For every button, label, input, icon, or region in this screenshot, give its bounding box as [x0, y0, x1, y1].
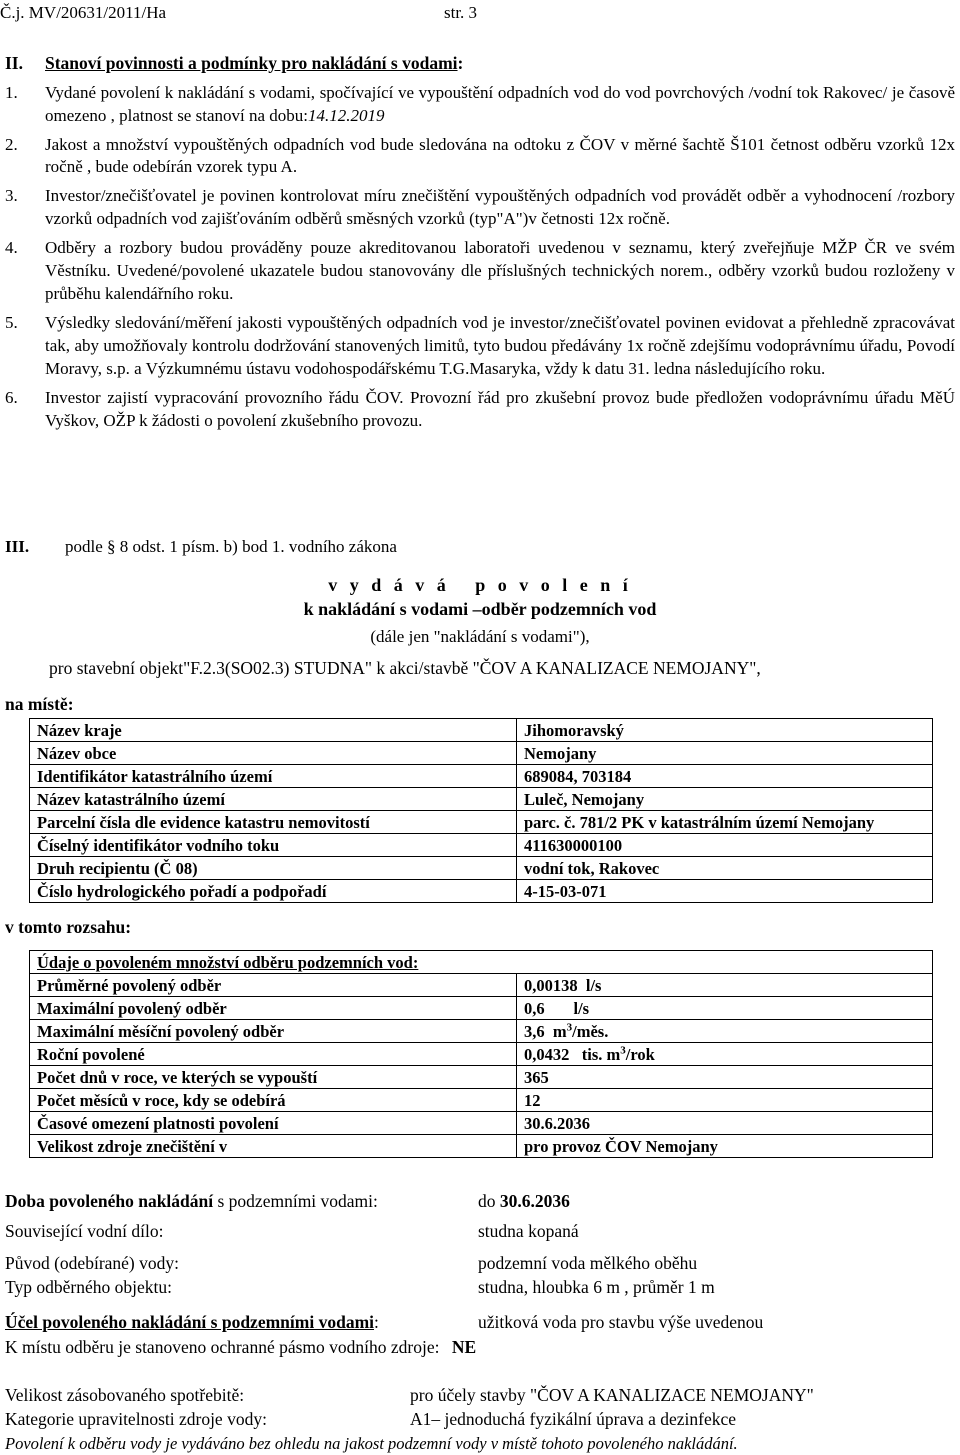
- permit-duration-label: s podzemními vodami:: [213, 1191, 378, 1211]
- consumer-size-value: pro účely stavby "ČOV A KANALIZACE NEMOJANY": [410, 1385, 814, 1405]
- quantity-field-label: Počet měsíců v roce, kdy se odebírá: [30, 1089, 517, 1112]
- condition-number: 3.: [5, 186, 18, 206]
- footer-note: Povolení k odběru vody je vydáváno bez ohledu na jakost podzemní vody v místě tohoto povoleného nakládání.: [5, 1434, 738, 1453]
- condition-text: Jakost a množství vypouštěných odpadních vod bude sledována na odtoku z ČOV v měrné šachtě Š101 četnost odběru vzorků 12x ročně , bude odebírán vzorek typu A.: [45, 134, 955, 177]
- intake-type-row: [5, 1276, 715, 1300]
- consumer-size-label: Velikost zásobovaného spotřebitě:: [5, 1385, 245, 1405]
- location-field-value: 4-15-03-071: [517, 880, 933, 903]
- quantity-field-value: [517, 1066, 933, 1089]
- section-ii-heading: Stanoví povinnosti a podmínky pro nakládání s vodami: [45, 53, 458, 73]
- water-structure-row: [5, 1220, 579, 1244]
- quantity-value-exponent: 3: [620, 1044, 626, 1056]
- condition-item: [5, 312, 955, 381]
- location-table-row: [30, 765, 933, 788]
- permit-duration-date: 30.6.2036: [499, 1191, 570, 1211]
- intake-type-value: studna, hloubka 6 m , průměr 1 m: [478, 1277, 715, 1297]
- location-field-value: 689084, 703184: [517, 765, 933, 788]
- condition-number: 4.: [5, 238, 18, 258]
- section-iii-legal-basis: podle § 8 odst. 1 písm. b) bod 1. vodního zákona: [65, 537, 397, 556]
- location-field-label: Druh recipientu (Č 08): [30, 857, 517, 880]
- location-field-label: Parcelní čísla dle evidence katastru nemovitostí: [30, 811, 517, 834]
- location-field-value: Nemojany: [517, 742, 933, 765]
- condition-text: Investor/znečišťovatel je povinen kontrolovat míru znečištění vypouštěných odpadních vod provádět odběr a vyhodnocení /rozbory vzorků odpadních vod zajišťováním odběrů směsných vzorků (typ"A")v četnosti 12x ročně.: [45, 186, 955, 229]
- condition-date: 14.12.2019: [307, 105, 385, 125]
- quantity-table-header-row: [30, 951, 933, 974]
- quantity-table-row: [30, 1089, 933, 1112]
- quantity-field-value: [517, 1112, 933, 1135]
- quantity-table-row: [30, 1066, 933, 1089]
- consumer-size-row: [5, 1384, 814, 1408]
- quantity-table-header: Údaje o povoleném množství odběru podzemních vod:: [30, 951, 933, 974]
- location-field-value: vodní tok, Rakovec: [517, 857, 933, 880]
- condition-number: 6.: [5, 387, 18, 407]
- quantity-value-exponent: 3: [566, 1021, 573, 1033]
- protection-zone-label: K místu odběru je stanoveno ochranné pásmo vodního zdroje:: [5, 1337, 440, 1357]
- location-table-row: [30, 719, 933, 742]
- condition-text: Výsledky sledování/měření jakosti vypouštěných odpadních vod je investor/znečišťovatel povinen evidovat a přehledně zpracovávat tak, aby umožňovaly kontrolu dodržování stanovených limitů, tyto budou předávány 1x ročně zdejšímu vodoprávnímu úřadu, Povodí Moravy, s.p. a Výzkumnému ústavu vodohospodářskému T.G.Masaryka, vždy k datu 31. ledna následujícího roku.: [45, 313, 955, 378]
- section-iii-line: [5, 536, 955, 559]
- condition-text: Investor zajistí vypracování provozního řádu ČOV. Provozní řád pro zkušební provoz bude předložen vodoprávnímu úřadu MěÚ Vyškov, OŽP k žádosti o povolení zkušebního provozu.: [45, 387, 955, 430]
- quantity-value-main: 12: [524, 1090, 541, 1110]
- condition-number: 5.: [5, 313, 18, 333]
- section-ii-colon: :: [457, 53, 464, 73]
- conditions-list: [5, 82, 955, 433]
- quantity-value-main: 3,6 m: [524, 1021, 567, 1041]
- quantity-field-value: [517, 1020, 933, 1043]
- location-table-row: [30, 834, 933, 857]
- quantity-field-label: Průměrné povolený odběr: [30, 974, 517, 997]
- permit-duration-label-bold: Doba povoleného nakládání: [5, 1191, 214, 1211]
- construction-object: pro stavební objekt"F.2.3(SO02.3) STUDNA" k akci/stavbě "ČOV A KANALIZACE NEMOJANY",: [49, 658, 761, 678]
- quantity-value-main: 0,0432 tis. m: [524, 1044, 621, 1064]
- location-table-row: [30, 742, 933, 765]
- quantity-table-row: [30, 1112, 933, 1135]
- protection-zone-row: [5, 1336, 476, 1360]
- condition-item: [5, 237, 955, 306]
- condition-number: 2.: [5, 134, 18, 154]
- quantity-table: [29, 950, 933, 1158]
- purpose-row: [5, 1311, 764, 1335]
- quantity-field-value: [517, 974, 933, 997]
- condition-item: [5, 185, 955, 231]
- section-ii-title: [5, 52, 955, 76]
- location-table-row: [30, 880, 933, 903]
- treatability-row: [5, 1408, 737, 1432]
- location-field-label: Název katastrálního území: [30, 788, 517, 811]
- location-field-label: Číselný identifikátor vodního toku: [30, 834, 517, 857]
- quantity-table-row: [30, 1135, 933, 1158]
- quantity-value-main: 365: [524, 1067, 549, 1087]
- permit-duration-prefix: do: [478, 1191, 500, 1211]
- location-field-label: Název obce: [30, 742, 517, 765]
- section-ii-numeral: II.: [5, 53, 23, 73]
- reference-number: Č.j. MV/20631/2011/Ha: [0, 3, 167, 22]
- quantity-table-row: [30, 997, 933, 1020]
- protection-zone-value: NE: [451, 1337, 477, 1357]
- location-field-value: 411630000100: [517, 834, 933, 857]
- quantity-field-label: Velikost zdroje znečištění v: [30, 1135, 517, 1158]
- section-ii: [5, 52, 955, 439]
- condition-item: [5, 387, 955, 433]
- location-table-row: [30, 788, 933, 811]
- purpose-value: užitková voda pro stavbu výše uvedenou: [478, 1312, 764, 1332]
- location-label: na místě:: [5, 694, 74, 714]
- quantity-field-label: Maximální povolený odběr: [30, 997, 517, 1020]
- permit-subject: k nakládání s vodami –odběr podzemních vod: [303, 599, 657, 619]
- location-field-label: Číslo hydrologického pořadí a podpořadí: [30, 880, 517, 903]
- section-iii-numeral: III.: [5, 537, 30, 556]
- quantity-value-main: 30.6.2036: [524, 1113, 590, 1133]
- page-number: str. 3: [444, 3, 478, 22]
- scope-label: v tomto rozsahu:: [5, 917, 132, 937]
- quantity-field-value: [517, 1089, 933, 1112]
- quantity-value-main: 0,00138 l/s: [524, 975, 602, 995]
- quantity-table-row: [30, 1020, 933, 1043]
- purpose-colon: :: [374, 1312, 379, 1332]
- quantity-field-value: [517, 997, 933, 1020]
- permit-abbreviation: (dále jen "nakládání s vodami"),: [370, 627, 590, 646]
- water-origin-row: [5, 1252, 698, 1276]
- water-structure-label: Související vodní dílo:: [5, 1221, 164, 1241]
- quantity-value-main: 0,6 l/s: [524, 998, 590, 1018]
- quantity-field-label: Maximální měsíční povolený odběr: [30, 1020, 517, 1043]
- treatability-value: A1– jednoduchá fyzikální úprava a dezinfekce: [410, 1409, 737, 1429]
- quantity-table-row: [30, 1043, 933, 1066]
- issues-permit-heading: v y d á v á p o v o l e n í: [328, 575, 632, 595]
- location-field-label: Identifikátor katastrálního území: [30, 765, 517, 788]
- location-field-value: Luleč, Nemojany: [517, 788, 933, 811]
- quantity-value-unit: /rok: [625, 1044, 655, 1064]
- quantity-field-label: Časové omezení platnosti povolení: [30, 1112, 517, 1135]
- condition-text: Odběry a rozbory budou prováděny pouze akreditovanou laboratoři uvedenou v seznamu, který zveřejňuje MŽP ČR ve svém Věstníku. Uvedené/povolené ukazatele budou stanovovány dle příslušných technických norem., odběry vzorků budou rozloženy v průběhu kalendářního roku.: [45, 238, 955, 304]
- quantity-field-label: Roční povolené: [30, 1043, 517, 1066]
- quantity-value-unit: /měs.: [572, 1021, 609, 1041]
- quantity-field-value: [517, 1043, 933, 1066]
- water-structure-value: studna kopaná: [478, 1221, 579, 1241]
- location-field-value: Jihomoravský: [517, 719, 933, 742]
- location-table-row: [30, 811, 933, 834]
- condition-text: Vydané povolení k nakládání s vodami, spočívající ve vypouštění odpadních vod do vod povrchových /vodní tok Rakovec/ je časově omezeno , platnost se stanoví na dobu:: [45, 82, 955, 125]
- condition-item: [5, 82, 955, 128]
- quantity-value-main: pro provoz ČOV Nemojany: [524, 1136, 718, 1156]
- location-table: [29, 718, 933, 903]
- permit-duration-value: [478, 1190, 570, 1214]
- location-field-value: parc. č. 781/2 PK v katastrálním území Nemojany: [517, 811, 933, 834]
- section-iii: [5, 536, 955, 559]
- location-table-row: [30, 857, 933, 880]
- permit-duration-row: [5, 1190, 570, 1214]
- quantity-field-label: Počet dnů v roce, ve kterých se vypouští: [30, 1066, 517, 1089]
- quantity-field-value: [517, 1135, 933, 1158]
- treatability-label: Kategorie upravitelnosti zdroje vody:: [5, 1409, 267, 1429]
- quantity-table-row: [30, 974, 933, 997]
- condition-number: 1.: [5, 82, 18, 102]
- water-origin-value: podzemní voda mělkého oběhu: [478, 1253, 698, 1273]
- condition-item: [5, 134, 955, 180]
- intake-type-label: Typ odběrného objektu:: [5, 1277, 172, 1297]
- water-origin-label: Původ (odebírané) vody:: [5, 1253, 179, 1273]
- location-field-label: Název kraje: [30, 719, 517, 742]
- purpose-label: Účel povoleného nakládání s podzemními vodami: [5, 1312, 375, 1332]
